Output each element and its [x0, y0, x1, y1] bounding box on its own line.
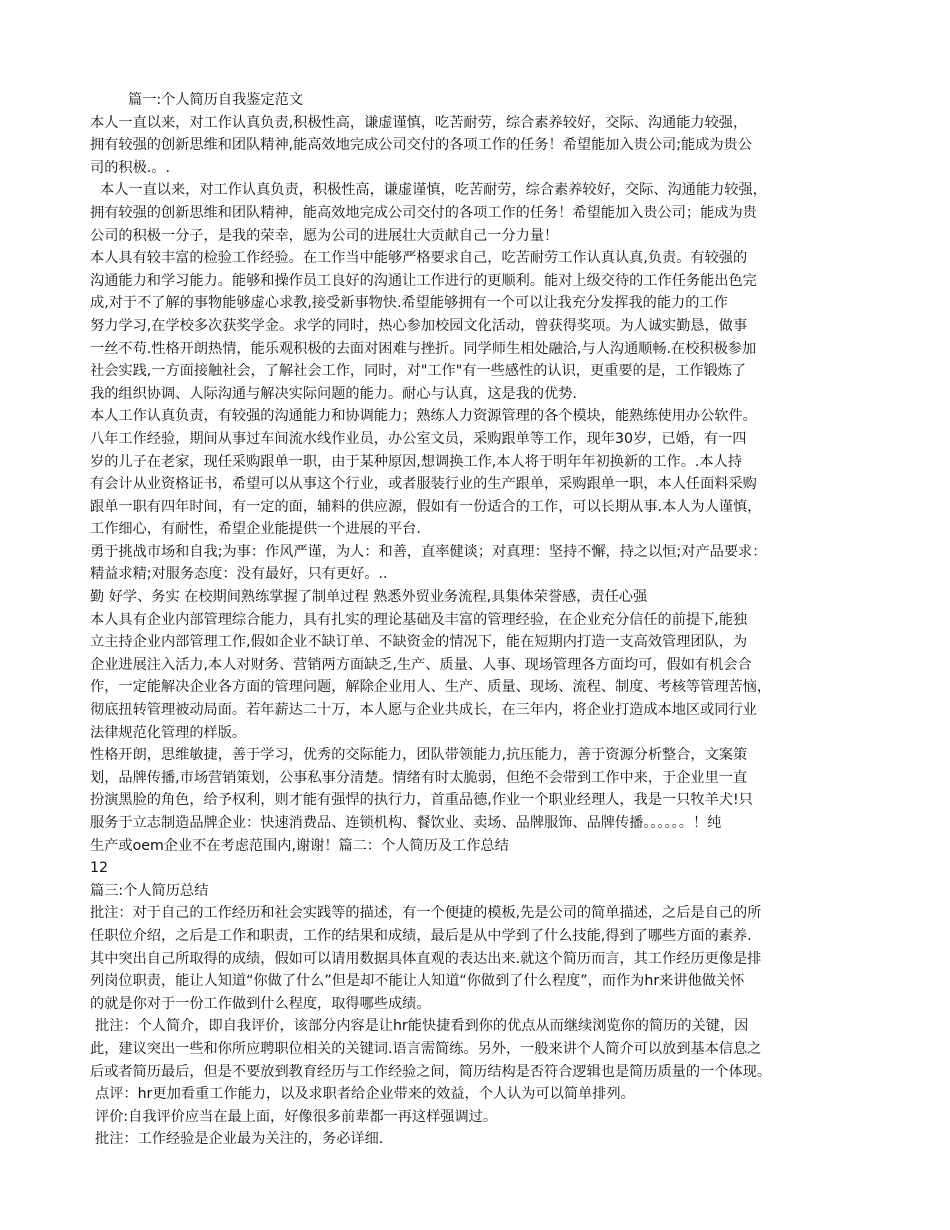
paragraph-line: 任职位介绍，之后是工作和职责，工作的结果和成绩，最后是从中学到了什么技能,得到了哪些方面的素养. — [90, 927, 752, 944]
paragraph-line: 扮演黑脸的角色，给予权利，则才能有强悍的执行力，首重品德,作业一个职业经理人，我是一只牧羊犬!只 — [90, 792, 753, 809]
paragraph-line: 法律规范化管理的样版。 — [90, 724, 247, 741]
paragraph-line: 拥有较强的创新思维和团队精神,能高效地完成公司交付的各项工作的任务！希望能加入贵公司;能成为贵公 — [90, 137, 752, 154]
paragraph-line: 勇于挑战市场和自我;为事：作风严谨，为人：和善，直率健谈；对真理：坚持不懈，持之以恒;对产品要求： — [90, 543, 767, 560]
paragraph-line: 服务于立志制造品牌企业：快速消费品、连锁机构、餐饮业、卖场、品牌服饰、品牌传播。。。。。。！纯 — [90, 815, 722, 831]
paragraph-line: 划，品牌传播,市场营销策划，公事私事分清楚。情绪有时太脆弱，但绝不会带到工作中来，于企业里一直 — [90, 769, 748, 786]
document-body — [90, 89, 870, 1151]
paragraph-line: 成,对于不了解的事物能够虚心求教,接受新事物快.希望能够拥有一个可以让我充分发挥我的能力的工作 — [90, 295, 728, 312]
paragraph-line: 本人具有企业内部管理综合能力，具有扎实的理论基础及丰富的管理经验，在企业充分信任的前提下,能独 — [90, 611, 748, 628]
section-heading: 篇一:个人简历自我鉴定范文 — [128, 92, 304, 108]
paragraph-line: 岁的儿子在老家，现任采购跟单一职，由于某种原因,想调换工作,本人将于明年年初换新的工作。.本人持 — [90, 453, 742, 470]
paragraph-line: 社会实践,一方面接触社会，了解社会工作，同时，对"工作"有一些感性的认识，更重要的是，工作锻炼了 — [90, 363, 747, 380]
paragraph-line: 本人一直以来，对工作认真负责，积极性高，谦虚谨慎，吃苦耐劳，综合素养较好，交际、沟通能力较强， — [100, 182, 767, 199]
paragraph-line: 八年工作经验，期间从事过车间流水线作业员，办公室文员，采购跟单等工作，现年30岁，已婚，有一四 — [90, 430, 747, 447]
paragraph-line: 一丝不苟.性格开朗热情，能乐观积极的去面对困难与挫折。同学师生相处融洽,与人沟通顺畅.在校积极参加 — [90, 340, 757, 357]
paragraph-line: 列岗位职责，能让人知道“你做了什么”但是却不能让人知道“你做到了什么程度”，而作为hr来讲他做关怀 — [90, 973, 745, 990]
paragraph-line: 有会计从业资格证书，希望可以从事这个行业，或者服装行业的生产跟单，采购跟单一职，本人任面料采购 — [90, 476, 757, 493]
paragraph-line: 跟单一职有四年时间，有一定的面，辅料的供应源，假如有一份适合的工作，可以长期从事.本人为人谨慎， — [90, 498, 762, 515]
paragraph-line: 沟通能力和学习能力。能够和操作员工良好的沟通让工作进行的更顺利。能对上级交待的工作任务能出色完 — [90, 272, 757, 289]
paragraph-line: 本人一直以来，对工作认真负责,积极性高，谦虚谨慎，吃苦耐劳，综合素养较好，交际、沟通能力较强， — [90, 114, 748, 131]
paragraph-line: 精益求精;对服务态度：没有最好，只有更好。.. — [90, 566, 388, 583]
paragraph-line: 后或者简历最后，但是不要放到教育经历与工作经验之间，简历结构是否符合逻辑也是简历质量的一个体现。 — [90, 1063, 772, 1080]
page-number: 12 — [90, 860, 109, 877]
paragraph-line: 努力学习,在学校多次获奖学金。求学的同时，热心参加校园文化活动，曾获得奖项。为人诚实勤恳，做事 — [90, 317, 748, 334]
paragraph-line: 的就是你对于一份工作做到什么程度，取得哪些成绩。 — [90, 995, 431, 1012]
paragraph-line: 评价:自我评价应当在最上面，好像很多前辈都一再这样强调过。 — [95, 1108, 498, 1125]
paragraph-line: 其中突出自己所取得的成绩，假如可以请用数据具体直观的表达出来.就这个简历而言，其工作经历更像是排 — [90, 950, 762, 967]
paragraph-line: 批注：个人简介，即自我评价，该部分内容是让hr能快捷看到你的优点从而继续浏览你的简历的关键，因 — [95, 1018, 749, 1035]
paragraph-line: 批注：对于自己的工作经历和社会实践等的描述，有一个便捷的模板,先是公司的简单描述，之后是自己的所 — [90, 905, 762, 922]
paragraph-line: 此，建议突出一些和你所应聘职位相关的关键词.语言需简练。另外，一般来讲个人简介可以放到基本信息之 — [90, 1040, 762, 1057]
section-heading: 篇三:个人简历总结 — [90, 882, 209, 899]
paragraph-line: 企业进展注入活力,本人对财务、营销两方面缺乏,生产、质量、人事、现场管理各方面均可，假如有机会合 — [90, 656, 752, 673]
paragraph-line: 勤 好学、务实 在校期间熟练掌握了制单过程 熟悉外贸业务流程,具集体荣誉感，责任心强 — [90, 589, 648, 606]
paragraph-line: 工作细心，有耐性，希望企业能提供一个进展的平台. — [90, 521, 421, 538]
paragraph-line: 拥有较强的创新思维和团队精神，能高效地完成公司交付的各项工作的任务！希望能加入贵公司；能成为贵 — [90, 204, 757, 221]
paragraph-line: 立主持企业内部管理工作,假如企业不缺订单、不缺资金的情况下，能在短期内打造一支高效管理团队，为 — [90, 634, 748, 651]
paragraph-line: 作，一定能解决企业各方面的管理问题，解除企业用人、生产、质量、现场、流程、制度、考核等管理苦恼， — [90, 679, 772, 696]
paragraph-line: 公司的积极一分子，是我的荣幸，愿为公司的进展壮大贡献自己一分力量！ — [90, 227, 559, 244]
paragraph-line: 批注：工作经验是企业最为关注的，务必详细. — [95, 1131, 384, 1148]
paragraph-line: 本人具有较丰富的检验工作经验。在工作当中能够严格要求自己，吃苦耐劳工作认真认真,负责。有较强的 — [90, 250, 748, 267]
paragraph-line: 点评：hr更加看重工作能力，以及求职者给企业带来的效益，个人认为可以简单排列。 — [95, 1086, 635, 1103]
paragraph-line: 本人工作认真负责，有较强的沟通能力和协调能力；熟练人力资源管理的各个模块，能熟练使用办公软件。 — [90, 408, 757, 425]
paragraph-line: 性格开朗，思维敏捷，善于学习，优秀的交际能力，团队带领能力,抗压能力，善于资源分析整合，文案策 — [90, 747, 748, 764]
paragraph-line: 生产或oem企业不在考虑范围内,谢谢！篇二：个人简历及工作总结 — [90, 837, 509, 854]
paragraph-line: 彻底扭转管理被动局面。若年薪达二十万，本人愿与企业共成长，在三年内，将企业打造成本地区或同行业 — [90, 702, 757, 719]
paragraph-line: 我的组织协调、人际沟通与解决实际问题的能力。耐心与认真，这是我的优势. — [90, 385, 577, 402]
paragraph-line: 司的积极.。. — [90, 159, 170, 176]
